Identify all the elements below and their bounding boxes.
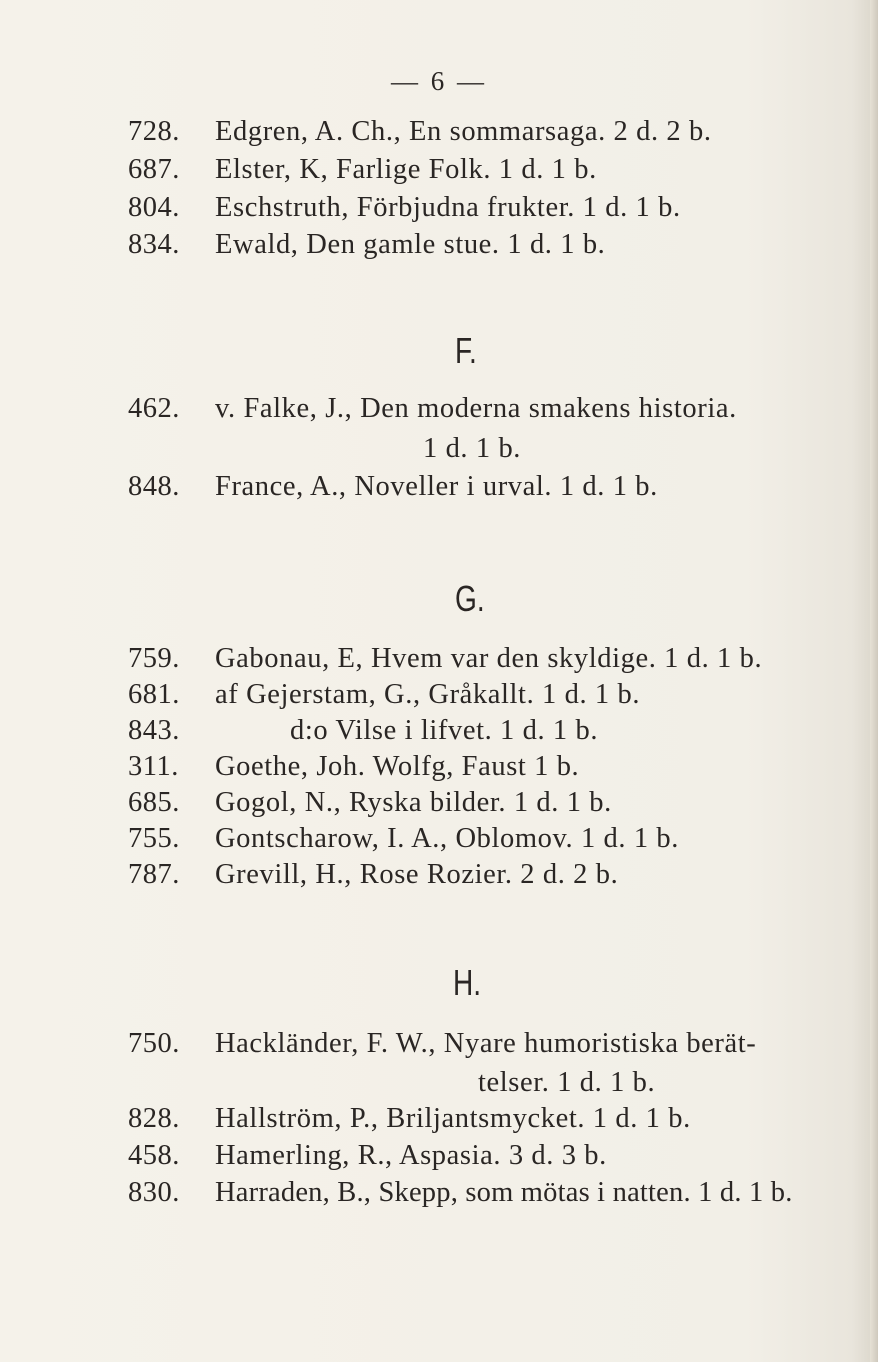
entry-number: 830. <box>128 1177 180 1208</box>
entry-number: 687. <box>128 154 180 185</box>
entry-continuation: 1 d. 1 b. <box>423 433 522 464</box>
entry-number: 462. <box>128 393 180 424</box>
section-heading-h: H. <box>453 962 482 1003</box>
entry-number: 828. <box>128 1103 180 1134</box>
entry-text: v. Falke, J., Den moderna smakens historia. <box>215 393 737 424</box>
section-heading-f: F. <box>455 330 477 371</box>
entry-text: Harraden, B., Skepp, som mötas i natten. 1 d. 1 b. <box>215 1177 793 1208</box>
entry-continuation: telser. 1 d. 1 b. <box>478 1067 656 1098</box>
entry-text: d:o Vilse i lifvet. 1 d. 1 b. <box>290 715 599 746</box>
page-edge <box>870 0 878 1362</box>
entry-number: 311. <box>128 751 179 782</box>
entry-text: Edgren, A. Ch., En sommarsaga. 2 d. 2 b. <box>215 116 712 147</box>
entry-number: 843. <box>128 715 180 746</box>
entry-text: Eschstruth, Förbjudna frukter. 1 d. 1 b. <box>215 192 681 223</box>
entry-number: 685. <box>128 787 180 818</box>
entry-text: Gabonau, E, Hvem var den skyldige. 1 d. 1 b. <box>215 643 763 674</box>
entry-text: Ewald, Den gamle stue. 1 d. 1 b. <box>215 229 606 260</box>
entry-number: 458. <box>128 1140 180 1171</box>
entry-number: 834. <box>128 229 180 260</box>
page-number: — 6 — <box>391 66 487 96</box>
entry-text: Elster, K, Farlige Folk. 1 d. 1 b. <box>215 154 597 185</box>
entry-text: France, A., Noveller i urval. 1 d. 1 b. <box>215 471 658 502</box>
entry-number: 728. <box>128 116 180 147</box>
entry-number: 848. <box>128 471 180 502</box>
entry-number: 750. <box>128 1028 180 1059</box>
entry-text: Hackländer, F. W., Nyare humoristiska berät- <box>215 1028 757 1059</box>
entry-number: 759. <box>128 643 180 674</box>
entry-number: 755. <box>128 823 180 854</box>
entry-text: Hamerling, R., Aspasia. 3 d. 3 b. <box>215 1140 607 1171</box>
entry-text: Gontscharow, I. A., Oblomov. 1 d. 1 b. <box>215 823 679 854</box>
entry-text: Grevill, H., Rose Rozier. 2 d. 2 b. <box>215 859 619 890</box>
entry-text: Gogol, N., Ryska bilder. 1 d. 1 b. <box>215 787 612 818</box>
entry-number: 681. <box>128 679 180 710</box>
entry-number: 804. <box>128 192 180 223</box>
entry-text: af Gejerstam, G., Gråkallt. 1 d. 1 b. <box>215 679 641 710</box>
section-heading-g: G. <box>455 578 485 619</box>
entry-text: Hallström, P., Briljantsmycket. 1 d. 1 b. <box>215 1103 691 1134</box>
entry-number: 787. <box>128 859 180 890</box>
entry-text: Goethe, Joh. Wolfg, Faust 1 b. <box>215 751 580 782</box>
